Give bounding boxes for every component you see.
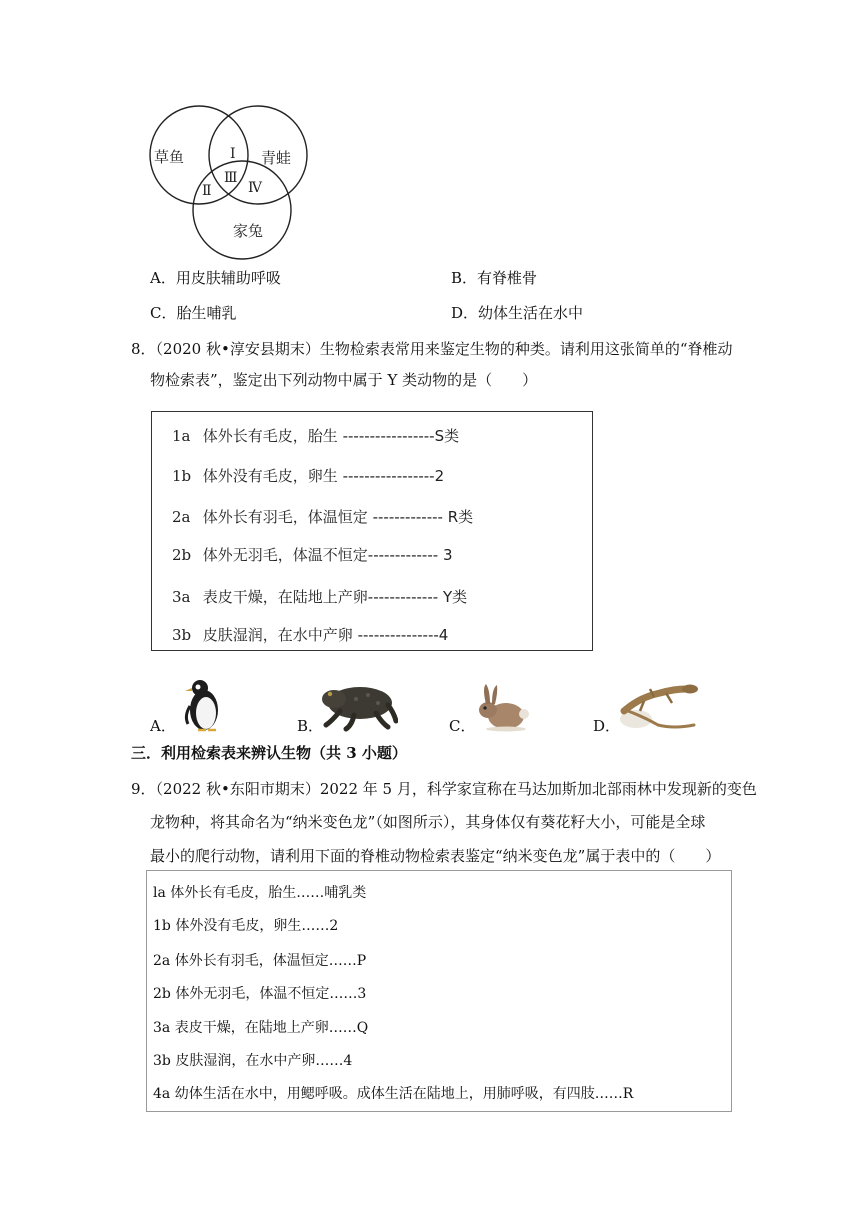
q9-stem-line3: 最小的爬行动物，请利用下面的脊椎动物检索表鉴定“纳米变色龙”属于表中的（ ） xyxy=(150,847,721,865)
lizard-image[interactable] xyxy=(614,681,706,731)
q9-key-row-1b: 1b 体外没有毛皮，卵生……2 xyxy=(153,918,339,934)
q9-key-table xyxy=(146,870,732,1112)
q8-key-row-3b: 3b 皮肤湿润，在水中产卵 ---------------4 xyxy=(172,626,449,644)
q9-key-row-1a: la 体外长有毛皮，胎生……哺乳类 xyxy=(153,885,367,901)
q7-option-b[interactable]: B．有脊椎骨 xyxy=(451,269,538,287)
penguin-image[interactable] xyxy=(176,676,228,734)
q8-key-row-1b: 1b 体外没有毛皮，卵生 -----------------2 xyxy=(172,467,445,485)
q8-option-a-label[interactable]: A． xyxy=(150,717,176,735)
q8-key-table xyxy=(151,411,593,651)
q8-option-d-label[interactable]: D． xyxy=(593,717,621,735)
venn-label-frog: 青蛙 xyxy=(261,149,292,167)
venn-region-3: Ⅲ xyxy=(224,170,238,186)
q7-option-a[interactable]: A．用皮肤辅助呼吸 xyxy=(150,269,281,287)
section-3-title: 三．利用检索表来辨认生物（共 3 小题） xyxy=(131,744,407,762)
rabbit-image[interactable] xyxy=(474,682,532,732)
venn-region-1: Ⅰ xyxy=(230,146,236,162)
venn-label-fish: 草鱼 xyxy=(154,148,185,166)
toad-image[interactable] xyxy=(318,677,398,733)
q8-option-c-label[interactable]: C． xyxy=(449,717,476,735)
q8-option-b-label[interactable]: B． xyxy=(297,717,324,735)
q8-stem-line1: 8．（2020 秋•淳安县期末）生物检索表常用来鉴定生物的种类。请利用这张简单的“脊椎动 xyxy=(131,340,733,358)
venn-region-4: Ⅳ xyxy=(248,180,262,196)
q9-stem-line2: 龙物种，将其命名为“纳米变色龙”（如图所示），其身体仅有葵花籽大小，可能是全球 xyxy=(150,813,706,831)
q8-stem-line2: 物检索表”，鉴定出下列动物中属于 Y 类动物的是（ ） xyxy=(150,371,538,389)
q7-option-d[interactable]: D．幼体生活在水中 xyxy=(451,304,584,322)
q8-key-row-3a: 3a 表皮干燥，在陆地上产卵------------- Y类 xyxy=(172,588,468,606)
venn-region-2: Ⅱ xyxy=(202,183,212,199)
q9-key-row-3b: 3b 皮肤湿润，在水中产卵……4 xyxy=(153,1053,353,1069)
venn-diagram xyxy=(148,102,312,260)
q9-key-row-4a: 4a 幼体生活在水中，用鳃呼吸。成体生活在陆地上，用肺呼吸，有四肢……R xyxy=(153,1086,634,1102)
q8-key-row-2a: 2a 体外长有羽毛，体温恒定 ------------- R类 xyxy=(172,508,474,526)
q8-key-row-1a: 1a 体外长有毛皮，胎生 -----------------S类 xyxy=(172,427,460,445)
q7-option-c[interactable]: C．胎生哺乳 xyxy=(150,304,237,322)
venn-label-rabbit: 家兔 xyxy=(233,222,264,240)
q9-key-row-2b: 2b 体外无羽毛，体温不恒定……3 xyxy=(153,986,367,1002)
q9-key-row-3a: 3a 表皮干燥，在陆地上产卵……Q xyxy=(153,1020,369,1036)
q8-key-row-2b: 2b 体外无羽毛，体温不恒定------------- 3 xyxy=(172,546,453,564)
q9-key-row-2a: 2a 体外长有羽毛，体温恒定……P xyxy=(153,953,367,969)
venn-circle-rabbit xyxy=(193,161,291,259)
q9-stem-line1: 9．（2022 秋•东阳市期末）2022 年 5 月，科学家宣称在马达加斯加北部雨林中发现新的变色 xyxy=(131,780,757,798)
